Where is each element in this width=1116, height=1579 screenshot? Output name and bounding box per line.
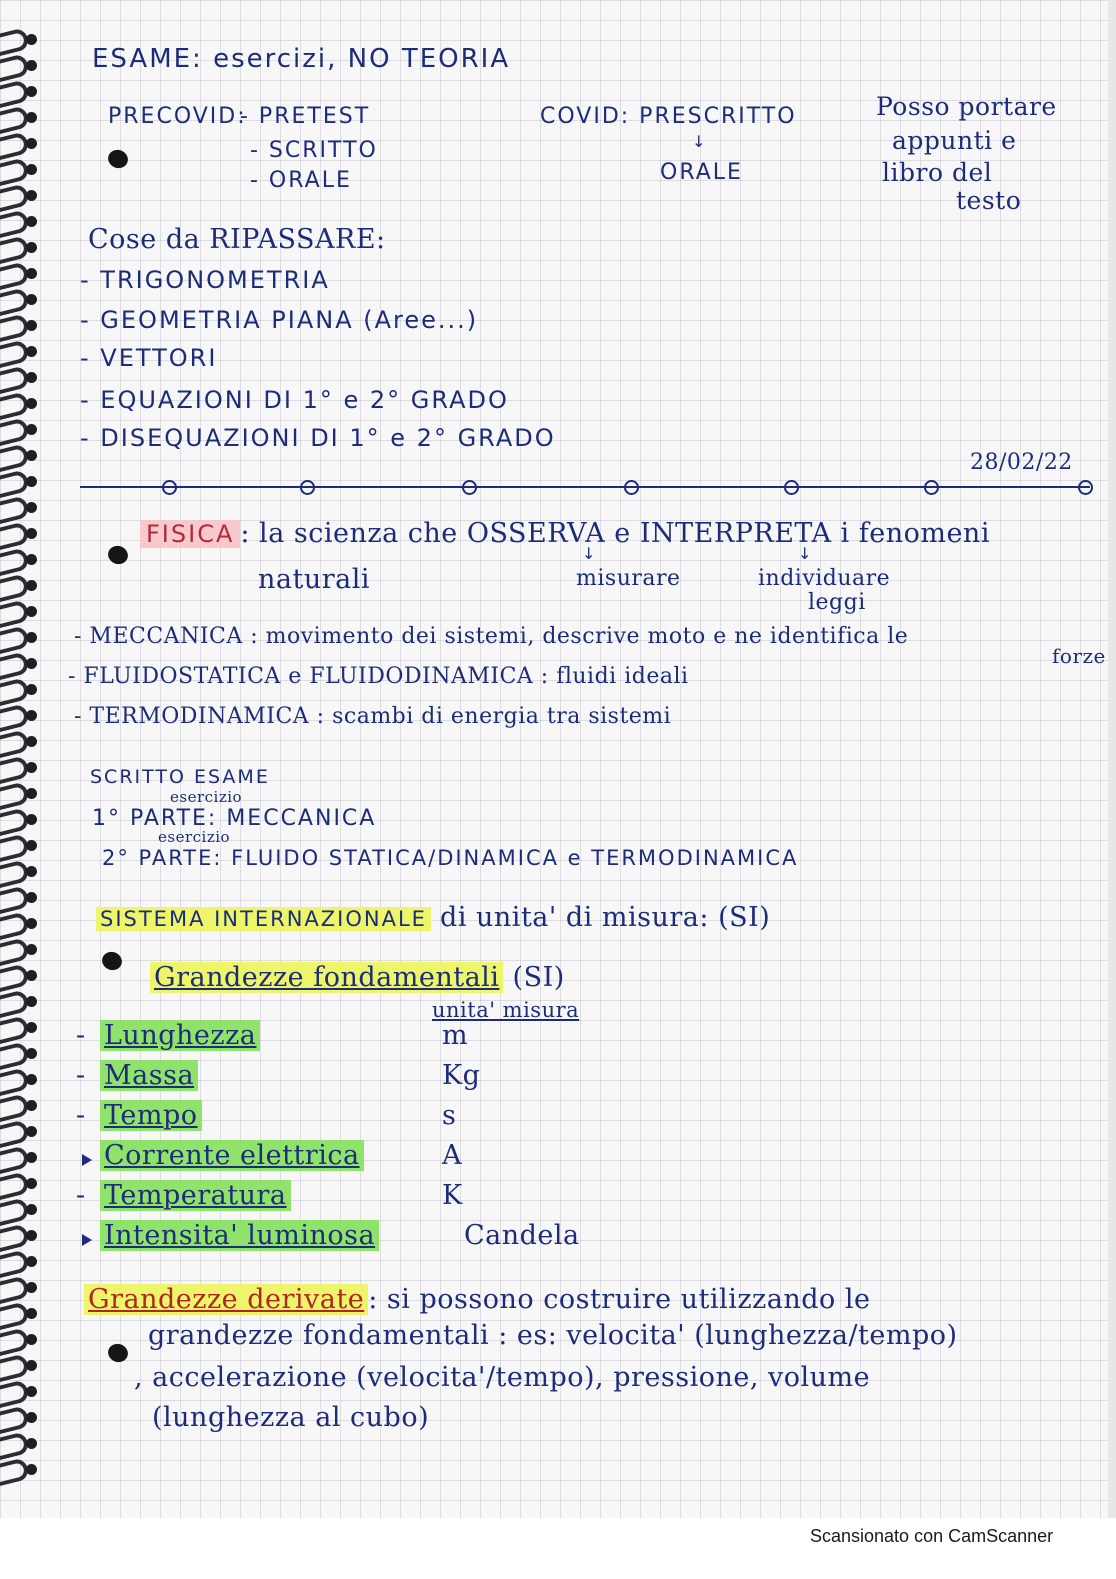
fisica-definition: : la scienza che OSSERVA e INTERPRETA i fenomeni [240,518,990,549]
punch-hole [26,372,37,383]
punch-hole [26,658,37,669]
derivate-line4: (lunghezza al cubo) [152,1402,430,1433]
down-arrow-icon: ↓ [692,132,706,151]
punch-hole [26,970,37,981]
punch-hole [26,1022,37,1033]
spiral-coil [0,1016,44,1042]
quantity-unit: m [442,1020,469,1051]
bullet-dot [100,949,125,973]
spiral-coil [0,1172,44,1198]
spiral-coil [0,808,44,834]
spiral-coil [0,938,44,964]
spiral-coil [0,1406,44,1432]
separator-dot [784,480,799,495]
separator-dot [462,480,477,495]
down-arrow-icon: ↓ [582,544,596,563]
review-item: - VETTORI [80,344,218,372]
side-note-line: libro del [882,158,993,187]
punch-hole [26,892,37,903]
spiral-coil [0,1198,44,1224]
spiral-coil [0,1250,44,1276]
punch-hole [26,216,37,227]
punch-hole [26,1334,37,1345]
spiral-coil [0,600,44,626]
scritto-title: SCRITTO ESAME [90,766,270,788]
punch-hole [26,450,37,461]
side-note-line: testo [956,186,1022,215]
quantity-name-text: Temperatura [100,1180,291,1211]
spiral-coil [0,548,44,574]
row-dash: - [76,1020,86,1051]
punch-hole [26,840,37,851]
review-item: - GEOMETRIA PIANA (Aree...) [80,306,479,334]
quantity-name [100,1180,291,1211]
punch-hole [26,398,37,409]
quantity-unit: K [442,1180,463,1211]
spiral-coil [0,210,44,236]
separator-dot [300,480,315,495]
spiral-coil [0,314,44,340]
spiral-coil [0,418,44,444]
punch-hole [26,1178,37,1189]
punch-hole [26,294,37,305]
spiral-coil [0,1094,44,1120]
punch-hole [26,996,37,1007]
spiral-coil [0,1068,44,1094]
quantity-name [100,1220,379,1251]
punch-hole [26,918,37,929]
spiral-coil [0,886,44,912]
spiral-coil [0,1224,44,1250]
punch-hole [26,34,37,45]
fund-suffix: (SI) [512,962,565,993]
quantity-name [100,1140,364,1171]
punch-hole [26,684,37,695]
review-item: - TRIGONOMETRIA [80,266,330,294]
punch-hole [26,268,37,279]
fund-line [150,962,565,993]
spiral-coil [0,1302,44,1328]
note-leggi: leggi [808,590,866,615]
spiral-coil [0,392,44,418]
scritto-sup: esercizio [158,828,231,846]
spiral-coil [0,964,44,990]
spiral-coil [0,80,44,106]
punch-hole [26,762,37,773]
punch-hole [26,502,37,513]
separator-dot [162,480,177,495]
punch-hole [26,424,37,435]
punch-hole [26,1204,37,1215]
spiral-coil [0,912,44,938]
fisica-title: FISICA [140,520,240,548]
quantity-unit: A [442,1140,462,1171]
derivate-line2: grandezze fondamentali : es: velocita' (lunghezza/tempo) [148,1320,958,1351]
punch-hole [26,242,37,253]
row-dash: - [76,1100,86,1131]
punch-hole [26,1282,37,1293]
spiral-coil [0,574,44,600]
fisica-line [140,518,990,549]
spiral-coil [0,782,44,808]
review-item: - EQUAZIONI DI 1° e 2° GRADO [80,386,509,414]
punch-hole [26,1256,37,1267]
quantity-name-text: Tempo [100,1100,202,1131]
page-edge [1108,0,1116,1518]
spiral-coil [0,340,44,366]
si-line [96,902,770,933]
punch-hole [26,866,37,877]
spiral-coil [0,652,44,678]
review-item: - DISEQUAZIONI DI 1° e 2° GRADO [80,424,556,452]
note-misurare: misurare [576,566,681,591]
scanner-footer: Scansionato con CamScanner [810,1526,1054,1546]
spiral-coil [0,1146,44,1172]
bullet-dot [106,1341,131,1365]
quantity-name-text: Lunghezza [100,1020,260,1051]
spiral-coil [0,1042,44,1068]
punch-hole [26,1048,37,1059]
separator-dot [1078,480,1093,495]
covid-label: COVID: PRESCRITTO [540,104,797,129]
punch-hole [26,164,37,175]
down-arrow-icon: ↓ [798,544,812,563]
punch-hole [26,1412,37,1423]
spiral-coil [0,496,44,522]
spiral-coil [0,834,44,860]
quantity-unit: Candela [464,1220,580,1251]
punch-hole [26,736,37,747]
punch-hole [26,632,37,643]
side-note-line: Posso portare [876,92,1057,121]
row-arrow-icon [82,1154,92,1166]
spiral-coil [0,54,44,80]
quantity-name [100,1060,198,1091]
bullet-dot [106,147,131,171]
exam-heading: ESAME: esercizi, NO TEORIA [92,44,511,74]
punch-hole [26,1152,37,1163]
spiral-coil [0,158,44,184]
punch-hole [26,554,37,565]
derivate-line [84,1284,871,1315]
punch-hole [26,814,37,825]
punch-hole [26,580,37,591]
fisica-definition-line2: naturali [258,564,370,595]
derivate-line1: : si possono costruire utilizzando le [368,1284,871,1315]
spiral-coil [0,28,44,54]
branch-fluidodinamica: - FLUIDOSTATICA e FLUIDODINAMICA : fluidi ideali [68,664,689,689]
covid-result: ORALE [660,160,743,185]
precovid-label: PRECOVID: [108,104,247,129]
quantity-unit: s [442,1100,457,1131]
punch-hole [26,320,37,331]
punch-hole [26,528,37,539]
quantity-name-text: Massa [100,1060,198,1091]
quantity-unit: Kg [442,1060,481,1091]
spiral-binding [0,28,44,1484]
spiral-coil [0,366,44,392]
row-arrow-icon [82,1234,92,1246]
review-title: Cose da RIPASSARE: [88,224,386,255]
punch-hole [26,1464,37,1475]
separator-dot [624,480,639,495]
si-title-rest: di unita' di misura: (SI) [440,902,771,933]
precovid-item: - SCRITTO [250,138,378,163]
punch-hole [26,1230,37,1241]
spiral-coil [0,730,44,756]
spiral-coil [0,470,44,496]
punch-hole [26,788,37,799]
branch-meccanica-wrap: forze [1052,644,1106,668]
si-title: SISTEMA INTERNAZIONALE [96,907,431,931]
spiral-coil [0,1120,44,1146]
precovid-item: - PRETEST [240,104,371,129]
spiral-coil [0,704,44,730]
spiral-coil [0,444,44,470]
spiral-coil [0,522,44,548]
punch-hole [26,86,37,97]
spiral-coil [0,1276,44,1302]
spiral-coil [0,1380,44,1406]
punch-hole [26,1126,37,1137]
punch-hole [26,1308,37,1319]
spiral-coil [0,1432,44,1458]
punch-hole [26,944,37,955]
punch-hole [26,1100,37,1111]
bullet-dot [106,543,131,567]
punch-hole [26,60,37,71]
derivate-line3: , accelerazione (velocita'/tempo), pressione, volume [134,1362,871,1393]
spiral-coil [0,860,44,886]
punch-hole [26,710,37,721]
spiral-coil [0,1328,44,1354]
punch-hole [26,1360,37,1371]
spiral-coil [0,990,44,1016]
spiral-coil [0,106,44,132]
row-dash: - [76,1060,86,1091]
quantity-name [100,1020,260,1051]
quantity-name [100,1100,202,1131]
spiral-coil [0,678,44,704]
note-individuare: individuare [758,566,891,591]
derivate-title: Grandezze derivate [84,1284,368,1315]
spiral-coil [0,1354,44,1380]
punch-hole [26,606,37,617]
punch-hole [26,1386,37,1397]
row-dash: - [76,1180,86,1211]
separator-dot [924,480,939,495]
branch-termodinamica: - TERMODINAMICA : scambi di energia tra sistemi [74,704,672,729]
punch-hole [26,190,37,201]
date-label: 28/02/22 [970,450,1073,475]
quantity-name-text: Intensita' luminosa [100,1220,379,1251]
spiral-coil [0,626,44,652]
precovid-item: - ORALE [250,168,352,193]
punch-hole [26,112,37,123]
punch-hole [26,1438,37,1449]
spiral-coil [0,184,44,210]
spiral-coil [0,756,44,782]
unit-header: unita' misura [432,998,580,1022]
spiral-coil [0,288,44,314]
branch-meccanica: - MECCANICA : movimento dei sistemi, descrive moto e ne identifica le [74,624,909,649]
punch-hole [26,1074,37,1085]
scritto-part2: 2° PARTE: FLUIDO STATICA/DINAMICA e TERMODINAMICA [102,846,799,870]
punch-hole [26,346,37,357]
spiral-coil [0,262,44,288]
punch-hole [26,138,37,149]
fund-title: Grandezze fondamentali [150,962,503,993]
scritto-sup: esercizio [170,788,243,806]
scritto-part1: 1° PARTE: MECCANICA [92,806,377,831]
punch-hole [26,476,37,487]
quantity-name-text: Corrente elettrica [100,1140,364,1171]
spiral-coil [0,1458,44,1484]
spiral-coil [0,236,44,262]
side-note-line: appunti e [892,126,1017,155]
spiral-coil [0,132,44,158]
